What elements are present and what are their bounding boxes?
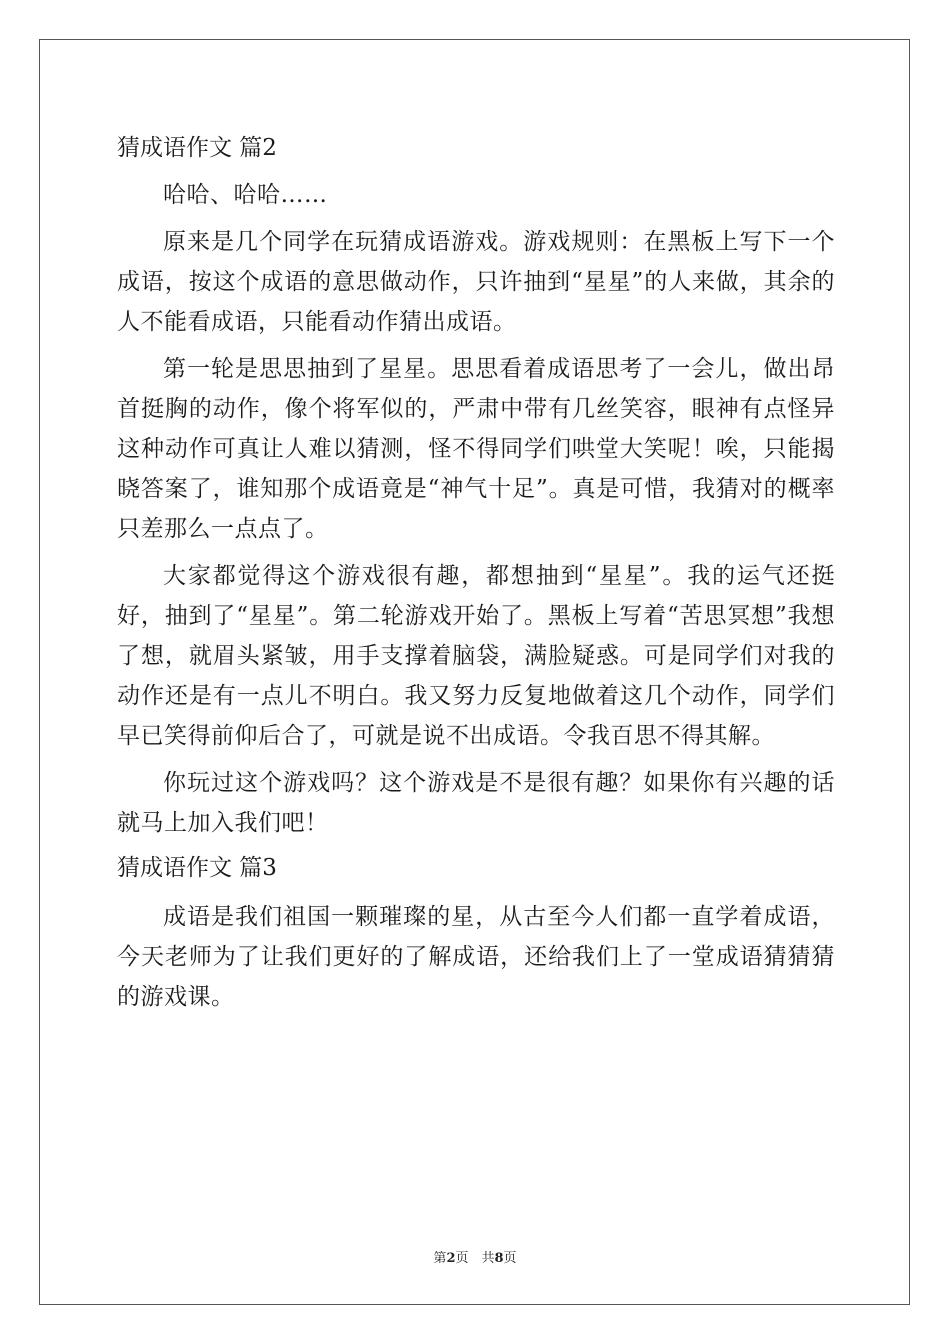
page-mid: 页 共 [455, 1251, 495, 1266]
paragraph: 哈哈、哈哈…… [163, 182, 328, 208]
paragraph: 成语是我们祖国一颗璀璨的星，从古至今人们都一直学着成语，今天老师为了让我们更好的了解成语，还给我们上了一堂成语猜猜猜的游戏课。 [117, 904, 835, 1010]
page-footer [0, 1247, 950, 1266]
paragraph: 大家都觉得这个游戏很有趣，都想抽到“星星”。我的运气还挺好，抽到了“星星”。第二轮游戏开始了。黑板上写着“苦思冥想”我想了想，就眉头紧皱，用手支撑着脑袋，满脸疑惑。可是同学们对我的动作还是有一点儿不明白。我又努力反复地做着这几个动作，同学们早已笑得前仰后合了，可就是说不出成语。令我百思不得其解。 [117, 563, 835, 749]
page-suffix: 页 [503, 1251, 517, 1266]
document-body [117, 130, 835, 1024]
paragraph: 你玩过这个游戏吗？这个游戏是不是很有趣？如果你有兴趣的话就马上加入我们吧！ [117, 770, 835, 836]
paragraph: 原来是几个同学在玩猜成语游戏。游戏规则：在黑板上写下一个成语，按这个成语的意思做动作，只许抽到“星星”的人来做，其余的人不能看成语，只能看动作猜出成语。 [117, 229, 835, 335]
page-prefix: 第 [433, 1251, 447, 1266]
page-current: 2 [446, 1251, 456, 1266]
page-total: 8 [494, 1251, 504, 1266]
section-heading: 猜成语作文 篇2 [117, 135, 277, 161]
section-heading: 猜成语作文 篇3 [117, 855, 277, 881]
paragraph: 第一轮是思思抽到了星星。思思看着成语思考了一会儿，做出昂首挺胸的动作，像个将军似的，严肃中带有几丝笑容，眼神有点怪异这种动作可真让人难以猜测，怪不得同学们哄堂大笑呢！唉，只能揭晓答案了，谁知那个成语竟是“神气十足”。真是可惜，我猜对的概率只差那么一点点了。 [117, 356, 835, 542]
